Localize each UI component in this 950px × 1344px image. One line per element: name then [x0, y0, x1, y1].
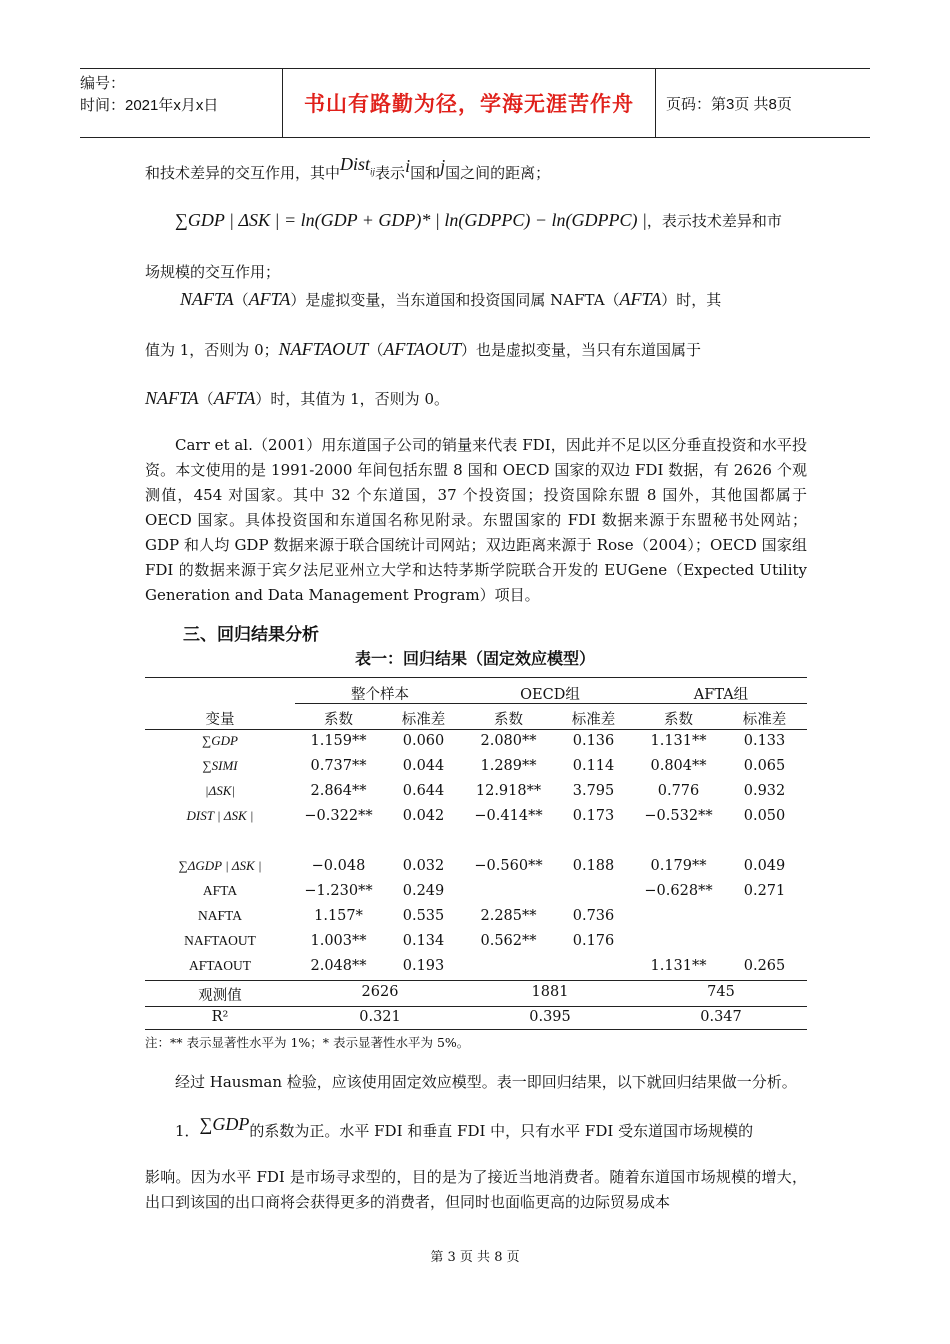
sub-header: 系数: [494, 712, 523, 728]
table-cell: −1.230**: [304, 883, 373, 899]
obs-value: 1881: [531, 984, 569, 1000]
text: ）也是虚拟变量，当只有东道国属于: [461, 341, 702, 359]
header-number: 编号：: [80, 75, 126, 92]
table-cell: 0.736: [572, 908, 615, 924]
r2-value: 0.321: [359, 1009, 401, 1025]
header-bottom-rule: [145, 729, 807, 730]
text: ，表示技术差异和市: [646, 212, 782, 230]
table-cell: −0.414**: [474, 808, 543, 824]
var-afta: AFTA: [619, 289, 662, 309]
section-title: 三、回归结果分析: [183, 625, 319, 644]
r2-rule: [145, 1006, 807, 1007]
table-note: 注：** 表示显著性水平为 1%；* 表示显著性水平为 5%。: [145, 1035, 470, 1050]
text: ）时，其值为 1，否则为 0。: [255, 390, 449, 408]
table-cell: 0.804**: [650, 758, 707, 774]
table-cell: 1.157*: [314, 908, 363, 924]
sub-header: 标准差: [742, 712, 787, 728]
paragraph-point-1: [145, 1114, 807, 1144]
text: 的系数为正。水平 FDI 和垂直 FDI 中，只有水平 FDI 受东道国市场规模的: [249, 1122, 754, 1140]
var-nafta: NAFTA: [180, 289, 234, 309]
table-cell: 0.133: [743, 733, 786, 749]
table-cell: 0.265: [743, 958, 786, 974]
paragraph-nafta-value: NAFTA（AFTA）时，其值为 1，否则为 0。: [145, 388, 449, 408]
table-cell: 0.042: [402, 808, 445, 824]
paragraph-naftaout: 值为 1，否则为 0；NAFTAOUT（AFTAOUT）也是虚拟变量，当只有东道国属于: [145, 339, 702, 359]
group-header: 整个样本: [351, 687, 409, 703]
text: 国之间的距离；: [445, 164, 551, 182]
table-cell: −0.048: [311, 858, 366, 874]
var-header: 变量: [205, 712, 235, 728]
text: 和技术差异的交互作用，其中: [145, 164, 341, 182]
table-cell: 0.176: [572, 933, 615, 949]
paragraph-interaction: 场规模的交互作用；: [145, 263, 281, 281]
table-cell: −0.532**: [644, 808, 713, 824]
row-variable: ∑SIMI: [202, 758, 238, 773]
text: 国和: [410, 164, 441, 182]
table-cell: 0.060: [402, 733, 445, 749]
table-cell: 0.065: [743, 758, 786, 774]
table-cell: 0.050: [743, 808, 786, 824]
table-cell: 0.193: [402, 958, 445, 974]
row-variable: |ΔSK|: [205, 783, 235, 798]
sub-header: 系数: [664, 712, 693, 728]
paragraph-data-source: Carr et al.（2001）用东道国子公司的销量来代表 FDI，因此并不足以区分垂直投资和水平投资。本文使用的是 1991-2000 年间包括东盟 8 国和 OECD 国家的双边 FDI 数据，有 2626 个观测值，454 对国家。其中 32 个东道国，37 个投资国；投资国除东盟 8 国外，其他国都属于 OECD 国家。具体投资国和东道国名称见附录。东盟国家的 FDI 数据来源于东盟秘书处网站；GDP 和人均 GDP 数据来源于联合国统计司网站；双边距离来源于 Rose（2004）；OECD 国家组 FDI 的数据来源于宾夕法尼亚州立大学和达特茅斯学院联合开发的 EUGene（Expected Utility Generation and Data Management Program）项目。: [145, 436, 807, 604]
list-number: 1．: [175, 1122, 200, 1140]
table-cell: 12.918**: [475, 783, 542, 799]
page-footer: 第 3 页 共 8 页: [430, 1250, 520, 1265]
table-cell: −0.322**: [304, 808, 373, 824]
r2-label: R²: [211, 1009, 229, 1025]
var-naftaout: NAFTAOUT: [278, 339, 369, 359]
table-cell: 0.932: [743, 783, 786, 799]
r2-value: 0.395: [529, 1009, 571, 1025]
var-afta: AFTA: [213, 388, 256, 408]
table-cell: 0.136: [572, 733, 615, 749]
text: 表示: [375, 164, 406, 182]
sub-header: 标准差: [571, 712, 616, 728]
group-header: AFTA组: [693, 687, 749, 703]
table-caption: 表一：回归结果（固定效应模型）: [354, 651, 595, 668]
row-variable: NAFTAOUT: [184, 933, 256, 948]
table-cell: 0.271: [743, 883, 786, 899]
table-cell: 0.776: [657, 783, 700, 799]
table-cell: 1.131**: [650, 733, 707, 749]
var-nafta: NAFTA: [145, 388, 199, 408]
var-aftaout: AFTAOUT: [383, 339, 461, 359]
text: 值为 1，否则为 0；: [145, 341, 279, 359]
header-time: 时间：2021年x月x日: [80, 97, 219, 114]
var-j: j: [440, 156, 446, 176]
table-cell: 1.003**: [310, 933, 367, 949]
paragraph-hausman: 经过 Hausman 检验，应该使用固定效应模型。表一即回归结果，以下就回归结果做一分析。: [175, 1073, 797, 1091]
table-cell: 0.179**: [650, 858, 707, 874]
row-variable: NAFTA: [198, 908, 242, 923]
group-header: OECD组: [520, 687, 580, 703]
paragraph-distance: [145, 154, 807, 186]
page-header: [80, 68, 870, 138]
table-cell: 2.864**: [310, 783, 367, 799]
table-cell: 2.080**: [480, 733, 537, 749]
table-cell: −0.560**: [474, 858, 543, 874]
table-cell: 2.048**: [310, 958, 367, 974]
table-cell: 0.134: [402, 933, 445, 949]
row-variable: ∑ΔGDP | ΔSK |: [178, 858, 262, 873]
table-cell: 0.737**: [310, 758, 367, 774]
table-cell: 1.289**: [480, 758, 537, 774]
table-cell: 0.114: [572, 758, 615, 774]
row-variable: AFTA: [202, 883, 238, 898]
sub-header: 标准差: [401, 712, 446, 728]
paragraph-point-1-cont: 影响。因为水平 FDI 是市场寻求型的，目的是为了接近当地消费者。随着东道国市场规模的增大，出口到该国的出口商将会获得更多的消费者，但同时也面临更高的边际贸易成本: [145, 1168, 807, 1211]
dist-var: Dist$_{ij}$: [340, 154, 376, 177]
var-afta: AFTA: [248, 289, 291, 309]
obs-label: 观测值: [198, 988, 242, 1004]
table-cell: 0.044: [402, 758, 445, 774]
group-rule: [295, 703, 807, 704]
table-top-rule: [145, 677, 807, 678]
header-meta: [80, 69, 282, 141]
table-cell: 0.032: [402, 858, 445, 874]
row-variable: DIST | ΔSK |: [186, 808, 254, 823]
text: 是虚拟变量，当东道国和投资国同属 NAFTA（: [305, 291, 620, 309]
var-i: i: [405, 156, 411, 176]
formula: ∑GDP | ΔSK | = ln(GDP + GDP)* | ln(GDPPC) − ln(GDPPC) |: [175, 210, 647, 230]
table-cell: 0.173: [572, 808, 615, 824]
r2-value: 0.347: [700, 1009, 742, 1025]
table-cell: 0.535: [402, 908, 445, 924]
table-cell: 0.188: [572, 858, 615, 874]
obs-value: 745: [707, 984, 735, 1000]
table-bottom-rule: [145, 1029, 807, 1030]
table-cell: 2.285**: [480, 908, 537, 924]
row-variable: AFTAOUT: [189, 958, 251, 973]
row-variable: ∑GDP: [202, 733, 238, 748]
table-cell: 1.131**: [650, 958, 707, 974]
table-cell: 0.562**: [480, 933, 537, 949]
table-cell: 0.049: [743, 858, 786, 874]
table-cell: 0.644: [402, 783, 445, 799]
header-motto: 书山有路勤为径，学海无涯苦作舟: [282, 69, 656, 137]
table-cell: 3.795: [572, 783, 615, 799]
table-cell: 1.159**: [310, 733, 367, 749]
obs-value: 2626: [361, 984, 399, 1000]
sub-header: 系数: [324, 712, 353, 728]
var-sum-gdp: ∑GDP: [199, 1114, 250, 1134]
table-cell: −0.628**: [644, 883, 713, 899]
obs-rule: [145, 980, 807, 981]
formula-line: [145, 208, 807, 234]
paragraph-nafta: NAFTA（AFTA）是虚拟变量，当东道国和投资国同属 NAFTA（AFTA）时，其: [180, 289, 722, 309]
table-cell: 0.249: [402, 883, 445, 899]
text: ）时，其: [661, 291, 722, 309]
header-page: 页码：第3页 共8页: [666, 95, 792, 113]
